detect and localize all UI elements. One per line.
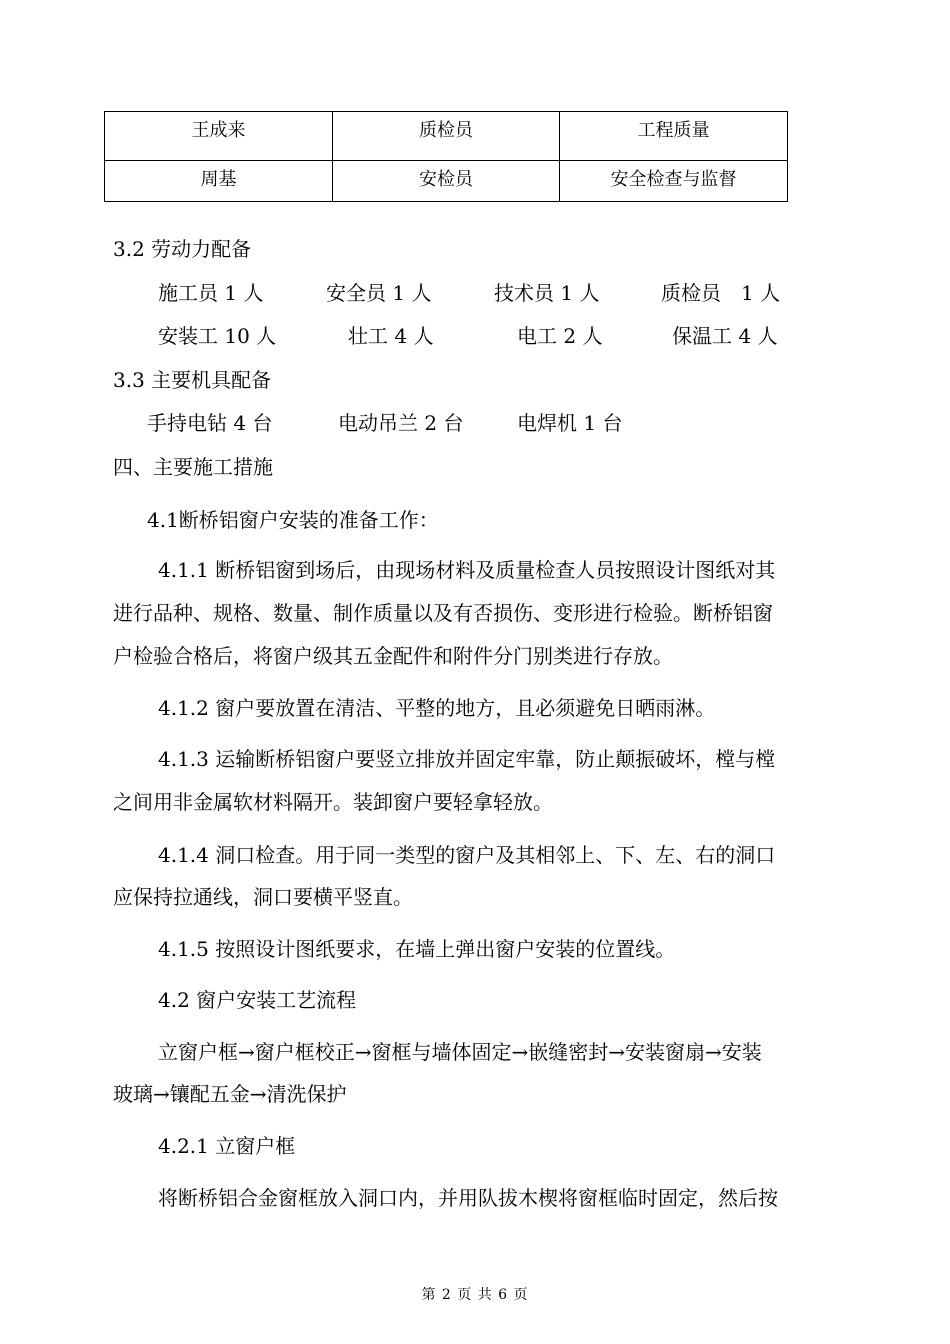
paragraph-line: 进行品种、规格、数量、制作质量以及有否损伤、变形进行检验。断桥铝窗 <box>113 601 773 625</box>
page-footer: 第 2 页 共 6 页 <box>421 1287 529 1303</box>
machine-item: 手持电钻 4 台 <box>147 411 273 435</box>
labor-item: 施工员 1 人 <box>158 281 264 305</box>
paragraph-line: 4.1.4 洞口检查。用于同一类型的窗户及其相邻上、下、左、右的洞口 <box>158 843 776 867</box>
paragraph-line: 将断桥铝合金窗框放入洞口内，并用队拔木楔将窗框临时固定，然后按 <box>158 1186 778 1210</box>
staff-role-cell: 安检员 <box>333 161 560 202</box>
process-flow-line: 立窗户框→窗户框校正→窗框与墙体固定→嵌缝密封→安装窗扇→安装 <box>158 1040 762 1064</box>
labor-item: 电工 2 人 <box>517 324 603 348</box>
subsection-title: 4.1断桥铝窗户安装的准备工作： <box>147 508 439 532</box>
machine-item: 电焊机 1 台 <box>517 411 623 435</box>
staff-name-cell: 王成来 <box>105 112 333 161</box>
labor-heading: 3.2 劳动力配备 <box>113 237 252 261</box>
paragraph-line: 之间用非金属软材料隔开。装卸窗户要轻拿轻放。 <box>113 790 553 814</box>
labor-item: 技术员 1 人 <box>494 281 600 305</box>
section-heading: 四、主要施工措施 <box>113 455 273 479</box>
labor-item: 安装工 10 人 <box>158 324 277 348</box>
paragraph-line: 4.1.5 按照设计图纸要求，在墙上弹出窗户安装的位置线。 <box>158 937 676 961</box>
subsection-title: 4.2.1 立窗户框 <box>158 1134 296 1158</box>
paragraph-line: 4.1.1 断桥铝窗到场后，由现场材料及质量检查人员按照设计图纸对其 <box>158 558 776 582</box>
table-row <box>105 161 788 202</box>
staff-duty-cell: 工程质量 <box>560 112 788 161</box>
table-row <box>105 112 788 161</box>
labor-item: 安全员 1 人 <box>326 281 432 305</box>
staff-table <box>104 111 788 202</box>
paragraph-line: 应保持拉通线，洞口要横平竖直。 <box>113 885 413 909</box>
labor-item: 壮工 4 人 <box>348 324 434 348</box>
labor-item: 质检员 1 人 <box>661 281 781 305</box>
subsection-title: 4.2 窗户安装工艺流程 <box>158 988 357 1012</box>
machines-heading: 3.3 主要机具配备 <box>113 368 272 392</box>
staff-role-cell: 质检员 <box>333 112 560 161</box>
staff-name-cell: 周基 <box>105 161 333 202</box>
paragraph-line: 4.1.3 运输断桥铝窗户要竖立排放并固定牢靠，防止颠振破坏，樘与樘 <box>158 747 776 771</box>
staff-duty-cell: 安全检查与监督 <box>560 161 788 202</box>
process-flow-line: 玻璃→镶配五金→清洗保护 <box>113 1082 347 1106</box>
paragraph-line: 4.1.2 窗户要放置在清洁、平整的地方，且必须避免日晒雨淋。 <box>158 696 716 720</box>
labor-item: 保温工 4 人 <box>672 324 778 348</box>
machine-item: 电动吊兰 2 台 <box>338 411 464 435</box>
paragraph-line: 户检验合格后，将窗户级其五金配件和附件分门别类进行存放。 <box>113 644 673 668</box>
